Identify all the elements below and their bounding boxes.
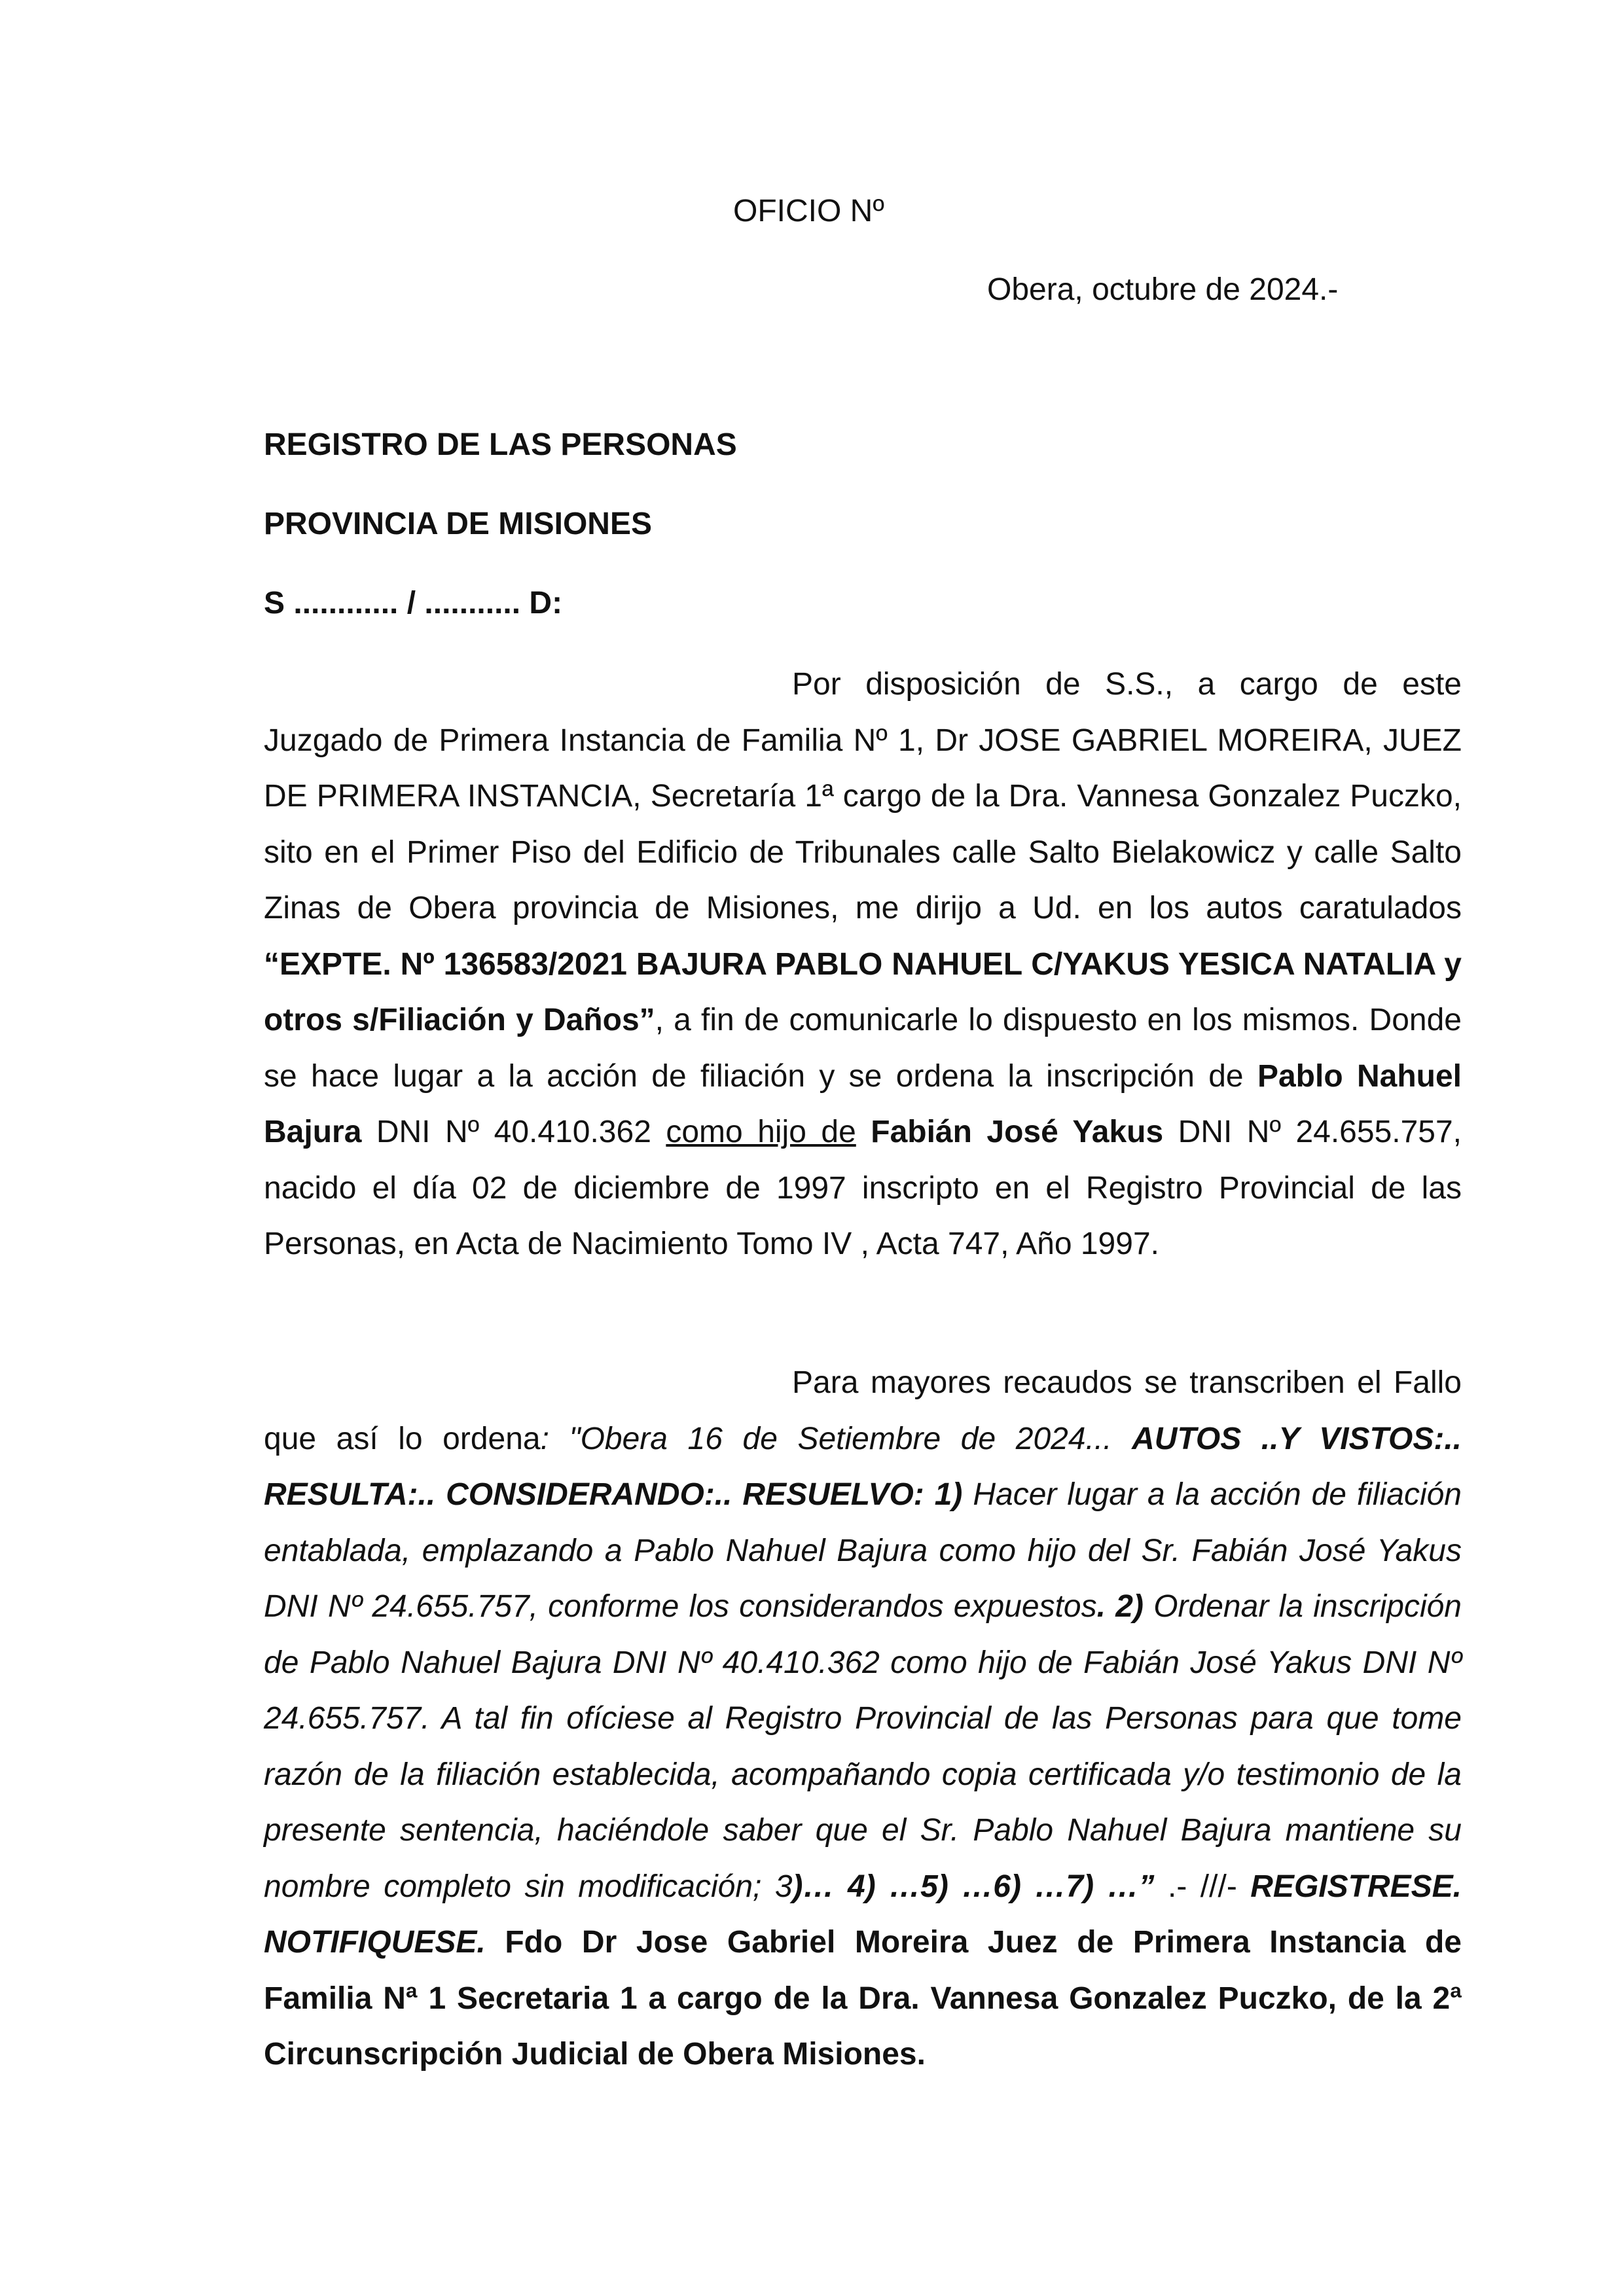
- p2-bold-italic-4: REGISTRESE. NOTIFIQUESE.: [264, 1869, 1462, 1960]
- p2-text-2: .- ///-: [1154, 1869, 1251, 1904]
- recipient-line-1: REGISTRO DE LAS PERSONAS: [264, 427, 737, 462]
- p2-quote-1: : "Obera 16 de Setiembre de 2024...: [540, 1421, 1132, 1456]
- p2-bold-italic-3: )… 4) …5) …6) …7) …”: [792, 1869, 1155, 1904]
- oficio-number: OFICIO Nº: [733, 194, 884, 228]
- p2-quote-3: Ordenar la inscripción de Pablo Nahuel Bajura DNI Nº 40.410.362 como hijo de Fabián José Yakus DNI Nº 24.655.757. A tal fin ofíciese al Registro Provincial de las Personas para que tome razón de la filiación establecida, acompañando copia certificada y/o testimonio de la presente sentencia, haciéndole saber que el Sr. Pablo Nahuel Bajura mantiene su nombre completo sin modificación; 3: [264, 1589, 1462, 1904]
- body-paragraph-1: [264, 656, 1462, 1272]
- p1-text-2: , a fin de comunicarle lo dispuesto en los mismos. Donde se hace lugar a la acción de filiación y se ordena la inscripción de: [264, 1003, 1462, 1094]
- date-line: Obera, octubre de 2024.-: [987, 272, 1339, 307]
- p2-quote-2: Hacer lugar a la acción de filiación entablada, emplazando a Pablo Nahuel Bajura como hijo del Sr. Fabián José Yakus DNI Nº 24.655.757, conforme los considerandos expuestos: [264, 1477, 1462, 1624]
- p2-text-3: [486, 1925, 505, 1960]
- p2-bold-italic-2: . 2): [1096, 1589, 1144, 1624]
- p1-text-5: DNI Nº 24.655.757, nacido el día 02 de diciembre de 1997 inscripto en el Registro Provincial de las Personas, en Acta de Nacimiento Tomo IV , Acta 747, Año 1997.: [264, 1115, 1462, 1261]
- p1-text-4: [856, 1115, 871, 1149]
- p1-text-1: Por disposición de S.S., a cargo de este Juzgado de Primera Instancia de Familia Nº 1, Dr JOSE GABRIEL MOREIRA, JUEZ DE PRIMERA INSTANCIA, Secretaría 1ª cargo de la Dra. Vannesa Gonzalez Puczko, sito en el Primer Piso del Edificio de Tribunales calle Salto Bielakowicz y calle Salto Zinas de Obera provincia de Misiones, me dirijo a Ud. en los autos caratulados: [264, 667, 1462, 925]
- body-paragraph-2: [264, 1355, 1462, 2083]
- case-title: “EXPTE. Nº 136583/2021 BAJURA PABLO NAHUEL C/YAKUS YESICA NATALIA y otros s/Filiación y Daños”: [264, 946, 1462, 1037]
- p2-bold-italic-1: AUTOS ..Y VISTOS:.. RESULTA:.. CONSIDERANDO:.. RESUELVO: 1): [264, 1421, 1462, 1512]
- p1-text-3: DNI Nº 40.410.362: [361, 1115, 666, 1149]
- child-name: Pablo Nahuel Bajura: [264, 1058, 1462, 1149]
- p2-text-1: Para mayores recaudos se transcriben el Fallo que así lo ordena: [264, 1365, 1462, 1456]
- signature-block: Fdo Dr Jose Gabriel Moreira Juez de Primera Instancia de Familia Nª 1 Secretaria 1 a cargo de la Dra. Vannesa Gonzalez Puczko, de la 2ª Circunscripción Judicial de Obera Misiones.: [264, 1925, 1462, 2072]
- recipient-line-2: PROVINCIA DE MISIONES: [264, 507, 652, 541]
- underlined-phrase: como hijo de: [666, 1115, 856, 1149]
- salutation-line: S ............ / ........... D:: [264, 586, 563, 620]
- father-name: Fabián José Yakus: [871, 1115, 1164, 1149]
